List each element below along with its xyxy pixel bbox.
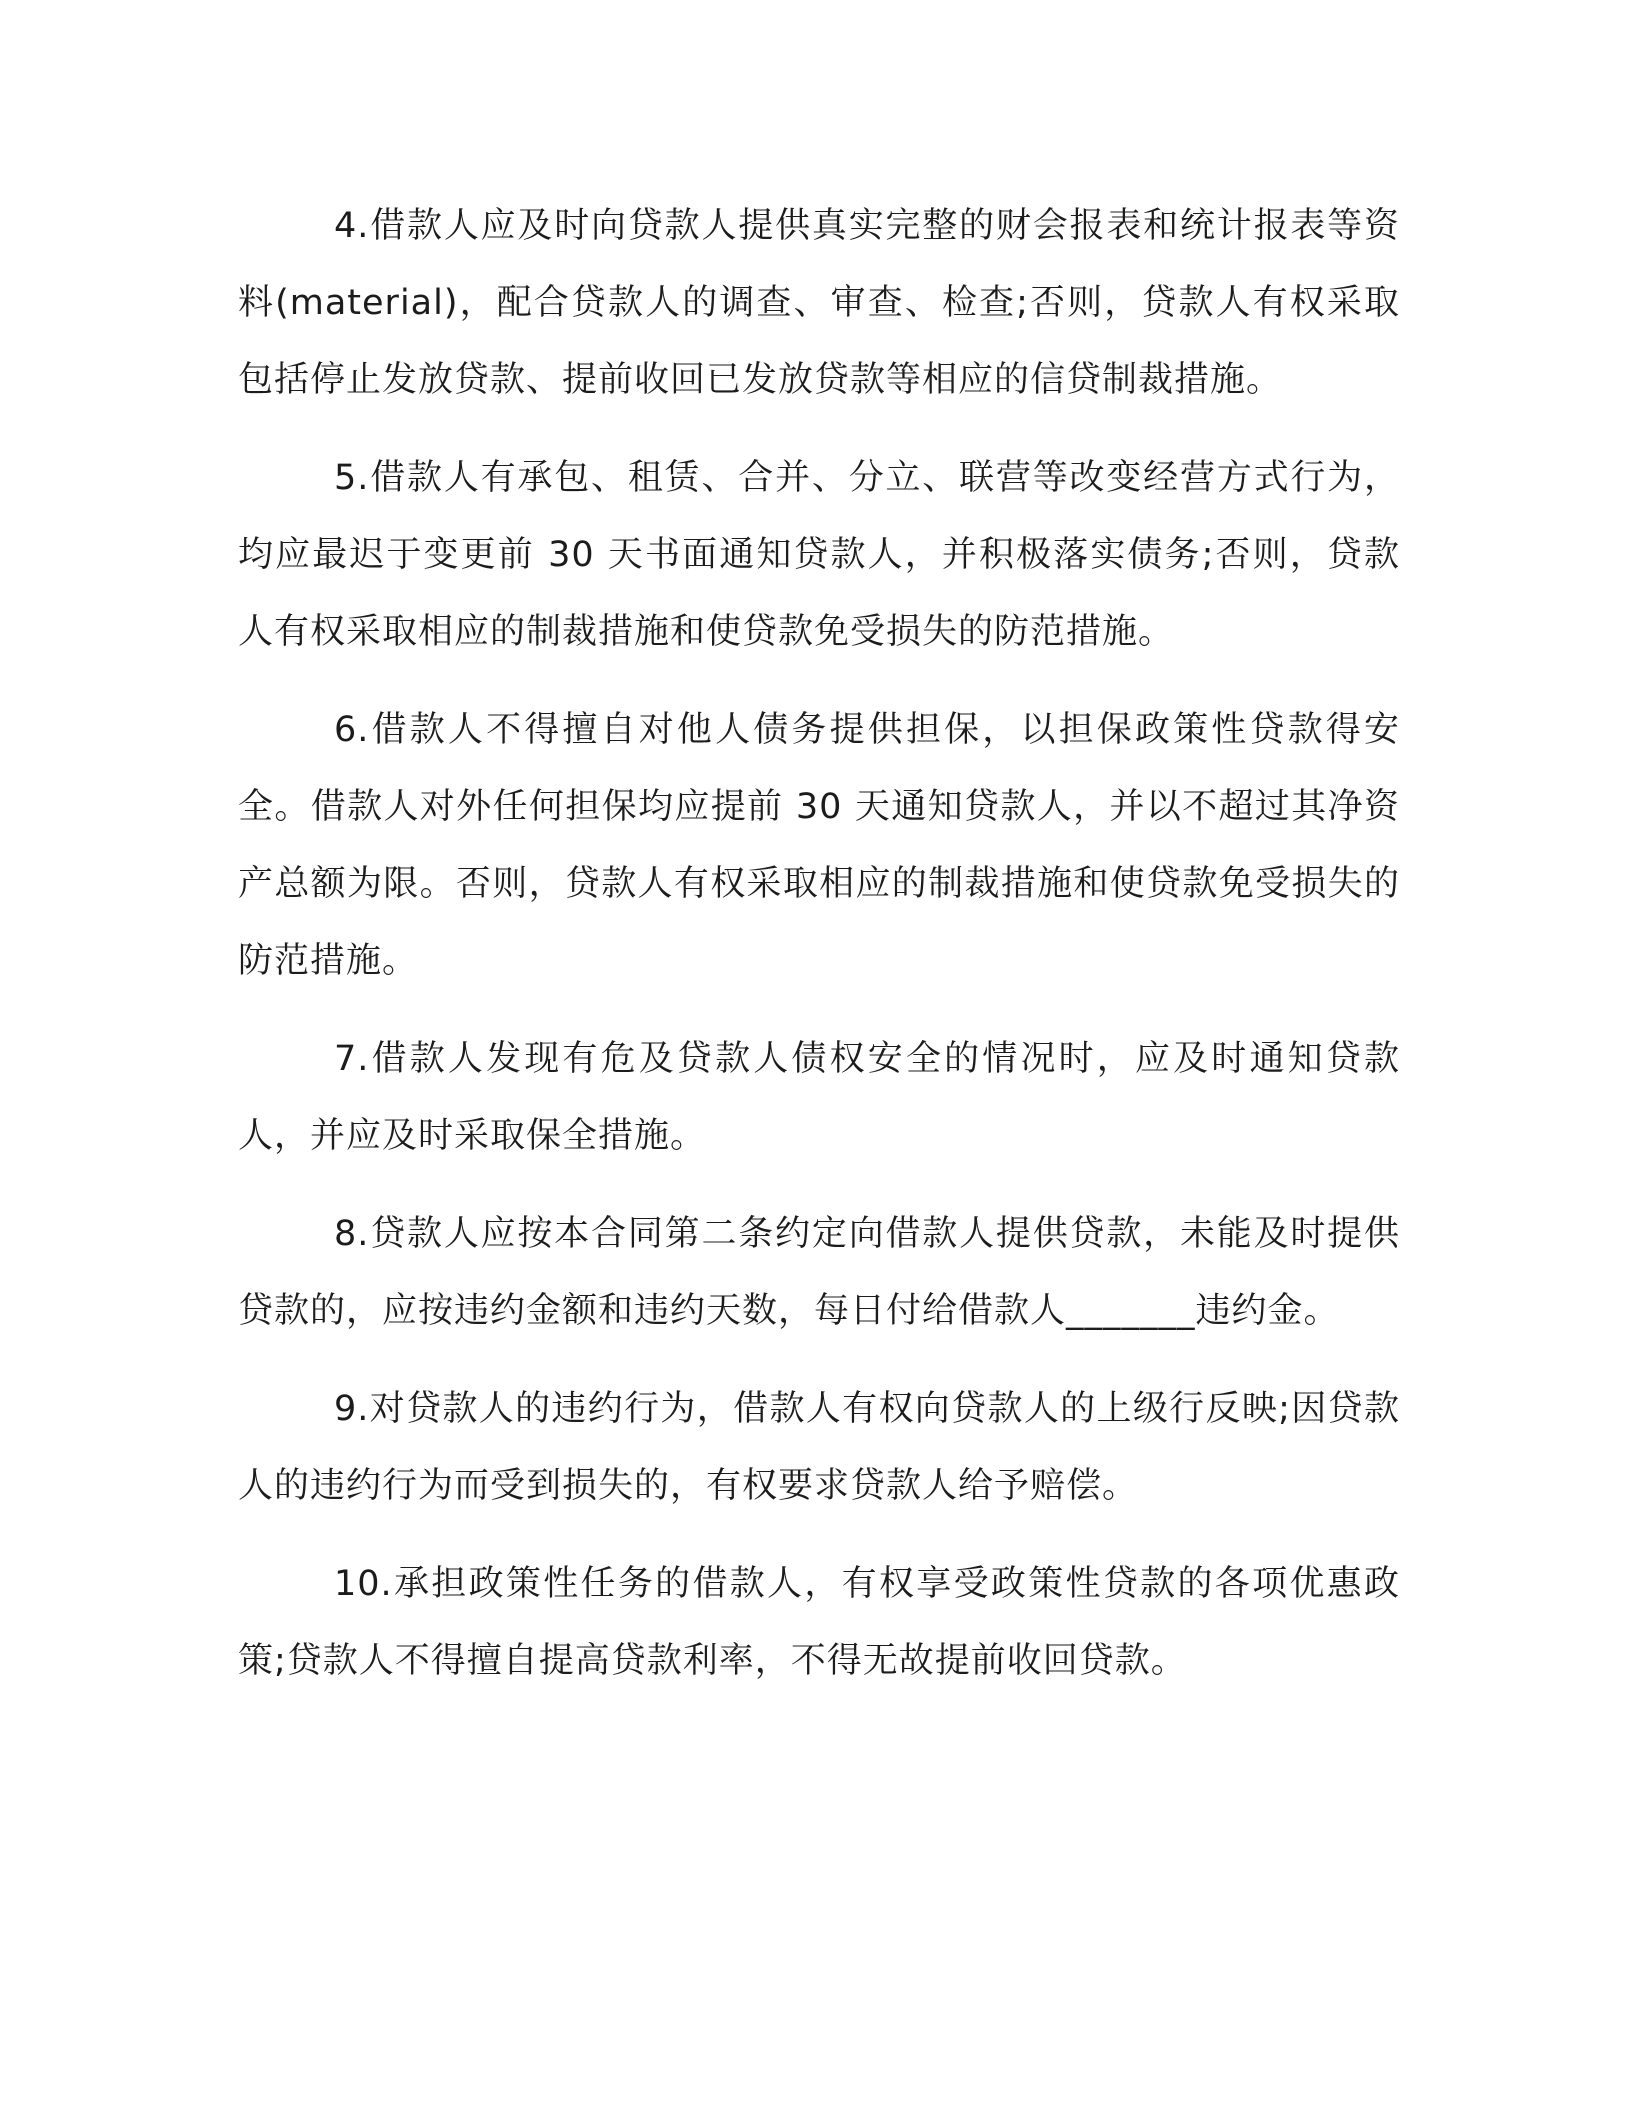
clause-4-paragraph: 4.借款人应及时向贷款人提供真实完整的财会报表和统计报表等资料(material)，配合贷款人的调查、审查、检查;否则，贷款人有权采取包括停止发放贷款、提前收回已发放贷款等相应的信贷制裁措施。 (238, 206, 1400, 400)
clause-5-paragraph: 5.借款人有承包、租赁、合并、分立、联营等改变经营方式行为，均应最迟于变更前 30 天书面通知贷款人，并积极落实债务;否则，贷款人有权采取相应的制裁措施和使贷款免受损失的防范措施。 (238, 458, 1400, 652)
clause-6-paragraph: 6.借款人不得擅自对他人债务提供担保，以担保政策性贷款得安全。借款人对外任何担保均应提前 30 天通知贷款人，并以不超过其净资产总额为限。否则，贷款人有权采取相应的制裁措施和使贷款免受损失的防范措施。 (238, 710, 1400, 981)
clause-8-paragraph: 8.贷款人应按本合同第二条约定向借款人提供贷款，未能及时提供贷款的，应按违约金额和违约天数，每日付给借款人_______违约金。 (238, 1214, 1400, 1331)
clause-10-paragraph: 10.承担政策性任务的借款人，有权享受政策性贷款的各项优惠政策;贷款人不得擅自提高贷款利率，不得无故提前收回贷款。 (238, 1564, 1400, 1681)
document-body (238, 188, 1400, 1721)
clause-9-paragraph: 9.对贷款人的违约行为，借款人有权向贷款人的上级行反映;因贷款人的违约行为而受到损失的，有权要求贷款人给予赔偿。 (238, 1389, 1400, 1506)
clause-7-paragraph: 7.借款人发现有危及贷款人债权安全的情况时，应及时通知贷款人，并应及时采取保全措施。 (238, 1039, 1400, 1156)
